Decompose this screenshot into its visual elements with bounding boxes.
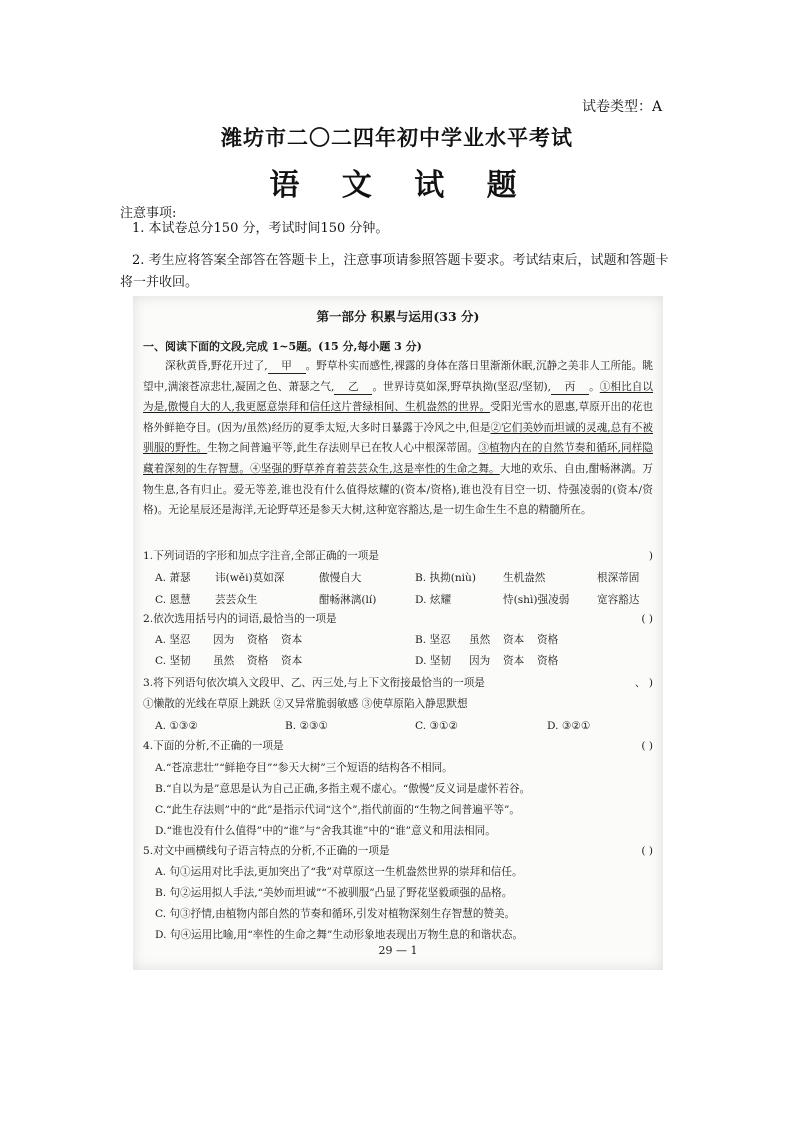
question-stem-text: 2.依次选用括号内的词语,最恰当的一项是	[143, 613, 337, 625]
reading-passage	[143, 356, 653, 521]
question-4-option-b: B.“自以为是”意思是认为自己正确,多指主观不虚心。“傲慢”反义词是虚怀若谷。	[155, 783, 531, 795]
passage-text: 。世界诗莫如深,野草执拗(坚忍/坚韧),	[372, 380, 552, 393]
question-5-stem	[143, 841, 653, 862]
option-text: 资格	[247, 634, 269, 646]
underlined-sentence-3: ③植物内在的自然节奏和循环,同样隐藏着深刻的生存智慧。	[143, 442, 653, 475]
underlined-sentence-1: ①相比自以为是,傲慢自大的人,我更愿意崇拜和信任这片普绿相间、生机盎然的世界。	[143, 380, 653, 414]
option-text: D. 坚韧	[415, 655, 452, 667]
option-text: 资格	[537, 634, 559, 646]
question-5-option-a: A. 句①运用对比手法,更加突出了“我”对草原这一生机盎然世界的崇拜和信任。	[155, 866, 523, 878]
option-text: B. 坚忍	[415, 634, 451, 646]
option-text: 因为	[469, 655, 491, 667]
blank-jia: 甲	[268, 359, 306, 374]
option-text: A. 坚忍	[155, 634, 191, 646]
answer-bracket: )	[648, 550, 653, 562]
passage-text: 。野草朴实而感性,裸露的身体在落日里渐渐休眠,沉静之美非人工所能。眺望中,满滚苍凉悲壮,凝固之色、萧瑟之气,	[143, 360, 654, 393]
paper-type-label: 试卷类型：A	[582, 99, 663, 115]
exam-title: 潍坊市二〇二四年初中学业水平考试	[221, 125, 573, 150]
option-text: 资格	[247, 655, 269, 667]
option-text: 恃(shì)强凌弱	[503, 594, 570, 606]
question-1-stem	[143, 546, 653, 567]
note-item-1: 1. 本试卷总分150 分，考试时间150 分钟。	[132, 221, 389, 236]
page-number: 29 — 1	[378, 944, 418, 957]
passage-text: 受阳光雪水的恩惠,草原开出的花也格外鲜艳夺目。(因为/虽然)经历的夏季太短,大多时日暴露于冷风之中,但是	[143, 401, 653, 434]
question-5-option-d: D. 句④运用比喻,用“率性的生命之舞”生动形象地表现出万物生息的和谐状态。	[155, 929, 524, 941]
option-text: 资本	[281, 634, 303, 646]
answer-bracket: 、 )	[634, 677, 653, 689]
option-text: 资本	[503, 634, 525, 646]
option-text: 根深蒂固	[597, 572, 640, 584]
option-text: A. ①③②	[155, 720, 198, 732]
question-stem-text: 4.下面的分析,不正确的一项是	[143, 740, 284, 752]
question-4-option-c: C.“此生存法则”中的“此”是指示代词“这个”,指代前面的“生物之间普遍平等”。	[155, 804, 521, 816]
answer-bracket: ( )	[641, 845, 653, 857]
question-4-option-a: A.“苍凉悲壮”“鲜艳夺目”“参天大树”三个短语的结构各不相同。	[155, 762, 453, 774]
question-4-option-d: D.“谁也没有什么值得”中的“谁”与“舍我其谁”中的“谁”意义和用法相同。	[155, 825, 496, 837]
option-text: 傲慢自大	[319, 572, 362, 584]
option-text: 因为	[213, 634, 235, 646]
option-text: D. ③②①	[547, 720, 591, 732]
option-text: 讳(wěi)莫如深	[215, 572, 285, 584]
option-text: 虽然	[213, 655, 235, 667]
passage-text: 深秋黄昏,野花开过了,	[165, 360, 268, 372]
option-text: 资格	[537, 655, 559, 667]
option-text: 生机盎然	[503, 572, 546, 584]
option-text: 资本	[281, 655, 303, 667]
option-text: 宽容豁达	[597, 594, 640, 606]
blank-yi: 乙	[334, 380, 372, 395]
question-3-stem	[143, 673, 653, 694]
passage-text: 生物之间普遍平等,此生存法则早已在牧人心中根深蒂固。	[207, 442, 479, 455]
question-stem-text: 5.对文中画横线句子语言特点的分析,不正确的一项是	[143, 845, 390, 857]
option-text: 资本	[503, 655, 525, 667]
subject-title: 语 文 试 题	[269, 168, 533, 203]
question-5-option-b: B. 句②运用拟人手法,“美妙而坦诚”“不被驯服”凸显了野花坚毅顽强的品格。	[155, 887, 513, 899]
notes-title: 注意事项:	[120, 206, 177, 221]
question-4-stem	[143, 736, 653, 757]
option-text: 芸芸众生	[215, 594, 258, 606]
option-text: C. ③①②	[415, 720, 458, 732]
option-text: B. ②③①	[285, 720, 329, 732]
question-3-items: ①懒散的光线在草原上跳跃 ②又异常脆弱敏感 ③使草原陷入静思默想	[143, 698, 468, 710]
option-text: 酣畅淋漓(lí)	[319, 594, 377, 606]
answer-bracket: ( )	[641, 740, 653, 752]
underlined-sentence-2: ②它们美妙而坦诚的灵魂,总有不被驯服的野性。	[143, 421, 653, 455]
underlined-sentence-4: ④坚强的野草养育着芸芸众生,这是率性的生命之舞。	[250, 462, 500, 475]
question-5-option-c: C. 句③抒情,由植物内部自然的节奏和循环,引发对植物深刻生存智慧的赞美。	[155, 908, 516, 920]
question-2-stem	[143, 609, 653, 630]
option-text: D. 炫耀	[415, 594, 452, 606]
question-stem-text: 1.下列词语的字形和加点字注音,全部正确的一项是	[143, 550, 379, 562]
option-text: B. 执拗(niù)	[415, 572, 477, 584]
option-text: C. 坚韧	[155, 655, 191, 667]
passage-text: 大地的欢乐、自由,酣畅淋漓。万物生息,各有归止。爱无等差,谁也没有什么值得炫耀的(资本/资格),谁也没有目空一切、恃强凌弱的(资本/资格)。无论星辰还是海洋,无论野草还是参天大树,这种宽容豁达,是一切生命生生不息的精髓所在。	[143, 462, 654, 517]
option-text: A. 萧瑟	[155, 572, 191, 584]
note-item-2: 2. 考生应将答案全部答在答题卡上，注意事项请参照答题卡要求。考试结束后，试题和答题卡将一并收回。	[120, 253, 669, 290]
question-stem-text: 3.将下列语句依次填入文段甲、乙、丙三处,与上下文衔接最恰当的一项是	[143, 677, 485, 689]
section-intro: 一、阅读下面的文段,完成 1~5题。(15 分,每小题 3 分)	[143, 340, 422, 353]
blank-bing: 丙	[551, 380, 589, 395]
part-title: 第一部分 积累与运用(33 分)	[316, 309, 480, 324]
passage-text: 。	[589, 380, 600, 393]
option-text: C. 恩慧	[155, 594, 191, 606]
option-text: 虽然	[469, 634, 491, 646]
scanned-exam-sheet	[133, 296, 663, 970]
answer-bracket: ( )	[641, 613, 653, 625]
